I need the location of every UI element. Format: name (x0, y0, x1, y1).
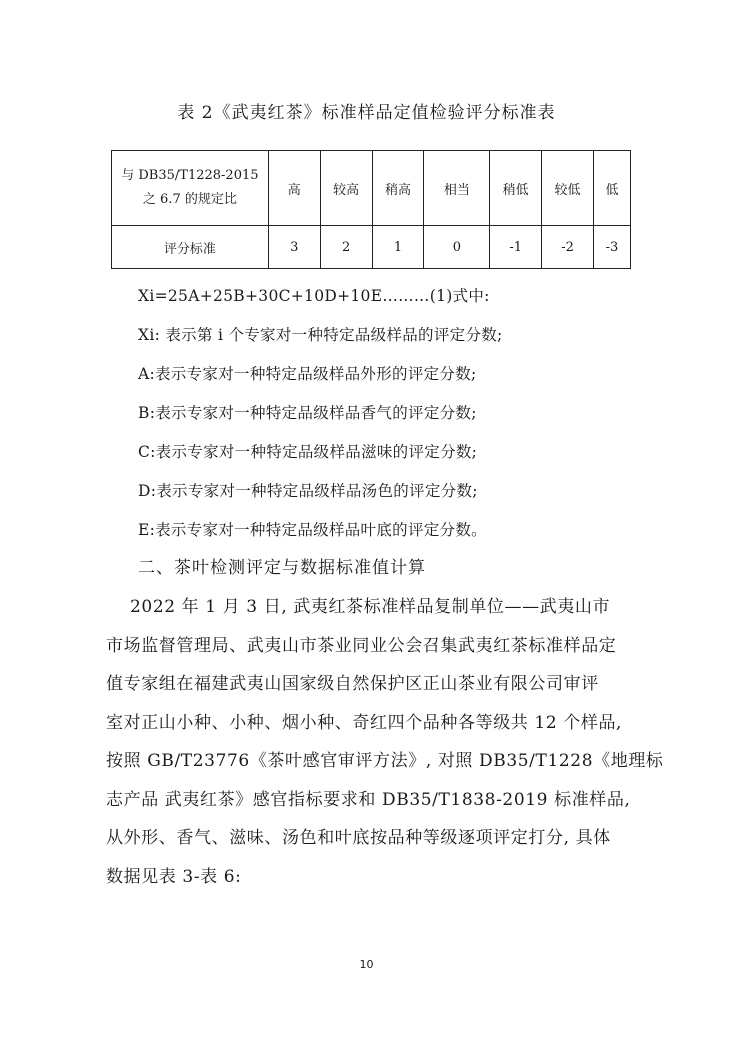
body-paragraph (106, 588, 664, 896)
level-cell: 低 (594, 151, 631, 226)
paragraph-line: 市场监督管理局、武夷山市茶业同业公会召集武夷红茶标准样品定 (106, 635, 617, 656)
page-number: 10 (359, 958, 374, 971)
paragraph-line: 2022 年 1 月 3 日, 武夷红茶标准样品复制单位——武夷山市 (106, 597, 611, 617)
score-cell: 1 (372, 226, 424, 269)
paragraph-line: 按照 GB/T23776《茶叶感官审评方法》, 对照 DB35/T1228《地理标 (106, 751, 664, 771)
table-row (112, 226, 631, 269)
score-cell: -1 (490, 226, 542, 269)
table-title: 表 2《武夷红茶》标准样品定值检验评分标准表 (177, 103, 556, 123)
score-cell: 2 (320, 226, 372, 269)
comparison-label-line2: 之 6.7 的规定比 (142, 192, 237, 207)
table-row (112, 151, 631, 226)
score-cell: 0 (424, 226, 490, 269)
comparison-label-line1: 与 DB35/T1228-2015 (121, 168, 259, 183)
level-cell: 较低 (542, 151, 594, 226)
level-cell: 稍低 (490, 151, 542, 226)
level-cell: 高 (268, 151, 320, 226)
score-label-cell: 评分标准 (112, 226, 269, 269)
definition-c: C:表示专家对一种特定品级样品滋味的评定分数; (138, 443, 478, 461)
formula-line: Xi=25A+25B+30C+10D+10E………(1)式中: (138, 287, 490, 305)
definition-b: B:表示专家对一种特定品级样品香气的评定分数; (138, 404, 477, 422)
score-cell: 3 (268, 226, 320, 269)
comparison-label-cell (112, 151, 269, 226)
paragraph-line: 室对正山小种、小种、烟小种、奇红四个品种各等级共 12 个样品, (106, 712, 623, 733)
level-cell: 稍高 (372, 151, 424, 226)
score-cell: -3 (594, 226, 631, 269)
paragraph-line: 志产品 武夷红茶》感官指标要求和 DB35/T1838-2019 标准样品, (106, 789, 631, 810)
definition-xi: Xi: 表示第 i 个专家对一种特定品级样品的评定分数; (138, 326, 503, 344)
definition-a: A:表示专家对一种特定品级样品外形的评定分数; (138, 365, 477, 383)
scoring-standard-table (111, 150, 631, 269)
level-cell: 相当 (424, 151, 490, 226)
level-cell: 较高 (320, 151, 372, 226)
paragraph-line: 数据见表 3-表 6: (106, 866, 242, 887)
paragraph-line: 值专家组在福建武夷山国家级自然保护区正山茶业有限公司审评 (106, 674, 599, 694)
paragraph-line: 从外形、香气、滋味、汤色和叶底按品种等级逐项评定打分, 具体 (106, 828, 611, 848)
definition-e: E:表示专家对一种特定品级样品叶底的评定分数。 (138, 521, 487, 539)
definition-d: D:表示专家对一种特定品级样品汤色的评定分数; (138, 482, 478, 500)
section-heading: 二、茶叶检测评定与数据标准值计算 (138, 558, 426, 578)
score-cell: -2 (542, 226, 594, 269)
